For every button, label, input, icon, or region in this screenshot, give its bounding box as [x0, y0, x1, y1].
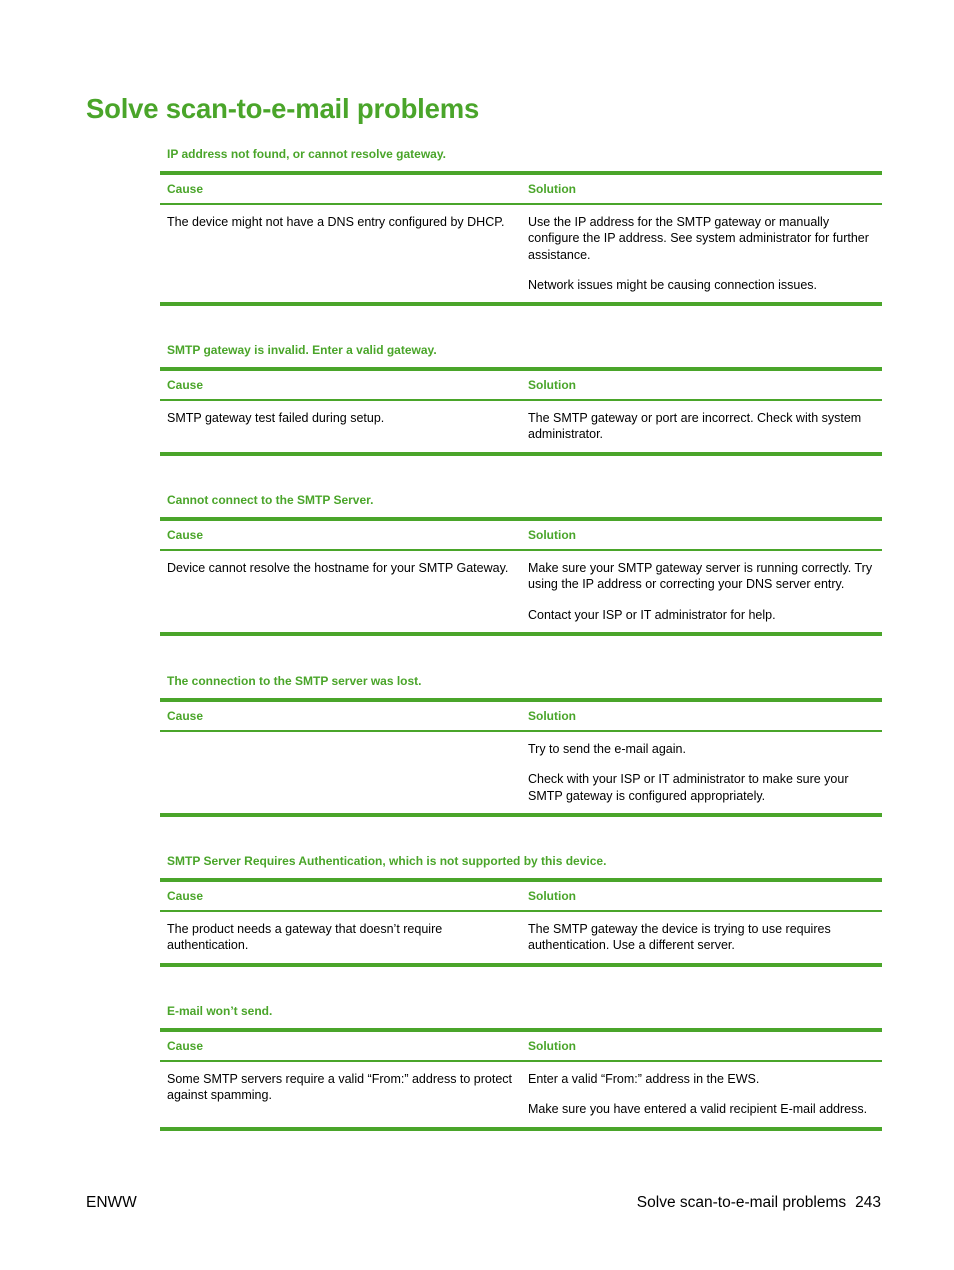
troubleshooting-table-email-wont-send [160, 1002, 882, 1131]
solution-text: Contact your ISP or IT administrator for help. [528, 607, 776, 622]
cause-cell [160, 1071, 521, 1118]
cause-cell [160, 410, 521, 443]
cause-cell [160, 741, 521, 804]
troubleshooting-table-authentication [160, 852, 882, 967]
table-row [160, 732, 882, 813]
table-header-row [160, 175, 882, 203]
solution-cell [521, 410, 882, 443]
table-bottom-rule [160, 632, 882, 636]
table-caption: SMTP gateway is invalid. Enter a valid gateway. [167, 343, 437, 357]
solution-cell [521, 560, 882, 623]
table-row [160, 401, 882, 452]
table-row [160, 1062, 882, 1127]
table-row [160, 912, 882, 963]
table-header-row [160, 521, 882, 549]
cause-text: Some SMTP servers require a valid “From:” address to protect against spamming. [167, 1072, 513, 1103]
cause-text: SMTP gateway test failed during setup. [167, 411, 385, 425]
cause-cell [160, 921, 521, 954]
table-bottom-rule [160, 452, 882, 456]
cause-column-header: Cause [167, 528, 204, 542]
troubleshooting-table-connection-lost [160, 672, 882, 817]
table-bottom-rule [160, 813, 882, 817]
solution-text: Check with your ISP or IT administrator to make sure your SMTP gateway is configured appropriately. [528, 772, 849, 803]
troubleshooting-table-ip-address [160, 145, 882, 306]
troubleshooting-table-cannot-connect [160, 491, 882, 636]
table-caption: SMTP Server Requires Authentication, which is not supported by this device. [167, 854, 607, 868]
cause-column-header: Cause [167, 709, 204, 723]
table-row [160, 205, 882, 302]
table-caption: Cannot connect to the SMTP Server. [167, 493, 374, 507]
table-row [160, 551, 882, 632]
solution-cell [521, 921, 882, 954]
cause-text: The device might not have a DNS entry configured by DHCP. [167, 215, 505, 229]
solution-column-header: Solution [528, 1039, 576, 1053]
table-bottom-rule [160, 302, 882, 306]
cause-column-header: Cause [167, 378, 204, 392]
footer-section-title: Solve scan-to-e-mail problems [636, 1194, 847, 1211]
solution-cell [521, 1071, 882, 1118]
table-bottom-rule [160, 963, 882, 967]
solution-column-header: Solution [528, 378, 576, 392]
solution-cell [521, 741, 882, 804]
cause-text: Device cannot resolve the hostname for your SMTP Gateway. [167, 561, 509, 575]
table-header-row [160, 702, 882, 730]
table-header-row [160, 371, 882, 399]
table-bottom-rule [160, 1127, 882, 1131]
cause-column-header: Cause [167, 182, 204, 196]
solution-text: Make sure you have entered a valid recipient E-mail address. [528, 1102, 868, 1117]
solution-cell [521, 214, 882, 293]
table-caption: The connection to the SMTP server was lost. [167, 674, 422, 688]
solution-column-header: Solution [528, 528, 576, 542]
solution-column-header: Solution [528, 709, 576, 723]
table-caption: E-mail won’t send. [167, 1004, 273, 1018]
solution-text: Network issues might be causing connection issues. [528, 277, 818, 292]
cause-text: The product needs a gateway that doesn’t require authentication. [167, 922, 443, 953]
table-caption: IP address not found, or cannot resolve gateway. [167, 147, 446, 161]
solution-text: Try to send the e-mail again. [528, 742, 686, 756]
table-header-row [160, 1032, 882, 1060]
cause-cell [160, 560, 521, 623]
page-number: 243 [855, 1194, 881, 1211]
solution-text: The SMTP gateway or port are incorrect. Check with system administrator. [528, 411, 862, 442]
solution-text: Use the IP address for the SMTP gateway or manually configure the IP address. See system administrator for further assistance. [528, 215, 869, 262]
cause-column-header: Cause [167, 889, 204, 903]
solution-column-header: Solution [528, 889, 576, 903]
troubleshooting-table-smtp-gateway-invalid [160, 341, 882, 456]
cause-column-header: Cause [167, 1039, 204, 1053]
solution-text: Enter a valid “From:” address in the EWS. [528, 1072, 760, 1086]
solution-column-header: Solution [528, 182, 576, 196]
page-title: Solve scan-to-e-mail problems [86, 93, 480, 124]
solution-text: The SMTP gateway the device is trying to use requires authentication. Use a different server. [528, 922, 831, 953]
footer-doc-code: ENWW [86, 1194, 137, 1211]
cause-cell [160, 214, 521, 293]
solution-text: Make sure your SMTP gateway server is running correctly. Try using the IP address or correcting your DNS server entry. [528, 561, 873, 592]
footer-page-info [637, 1193, 881, 1213]
table-header-row [160, 882, 882, 910]
